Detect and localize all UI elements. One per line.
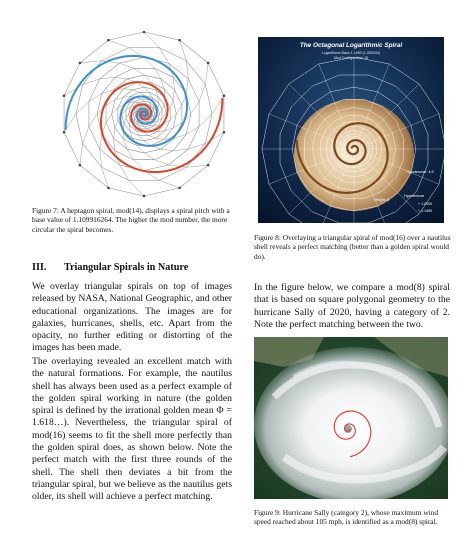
- polygon-connector: [134, 116, 135, 119]
- polygon-connector: [141, 99, 144, 101]
- polygon-connector: [115, 120, 118, 128]
- vertex-dot: [63, 131, 66, 134]
- vertex-dot: [223, 131, 226, 134]
- polygon-ring: [106, 75, 182, 153]
- figure-8-caption: Figure 8: Overlaying a triangular spiral of mod(16) over a nautilus shell reveals a perfect matching (better than a golden spiral would do).: [254, 233, 451, 261]
- polygon-connector: [199, 84, 205, 101]
- vertex-dot: [207, 164, 210, 167]
- polygon-connector: [134, 68, 144, 75]
- right-paragraph-1: In the figure below, we compare a mod(8) spiral that is based on square polygonal geometry to the hurricane Sally of 2020, having a category of 2. Note the perfect matching between the two.: [254, 282, 450, 330]
- vertex-dot: [79, 62, 82, 65]
- polygon-connector: [158, 102, 159, 107]
- polygon-connector: [159, 180, 179, 188]
- section-title: Triangular Spirals in Nature: [64, 262, 189, 273]
- polygon-connector: [173, 90, 174, 100]
- polygon-connector: [144, 153, 154, 160]
- polygon-connector: [124, 89, 133, 90]
- figure-7: [58, 28, 230, 200]
- polygon-connector: [126, 114, 129, 118]
- nautilus-spiral-image: [258, 37, 444, 223]
- polygon-connector: [186, 165, 208, 167]
- polygon-connector: [144, 32, 159, 48]
- polygon-connector: [153, 109, 154, 112]
- polygon-connector: [144, 127, 147, 129]
- label-height: Height: 6: [374, 198, 390, 202]
- polygon-connector: [150, 125, 154, 126]
- polygon-connector: [161, 149, 173, 151]
- polygon-connector: [154, 160, 168, 165]
- polygon-connector: [100, 134, 102, 149]
- polygon-connector: [173, 77, 174, 89]
- vertex-dot: [178, 187, 181, 190]
- polygon-connector: [170, 100, 173, 108]
- polygon-connector: [199, 114, 212, 127]
- polygon-connector: [139, 92, 144, 95]
- figure-9-caption: Figure 9: Hurricane Sally (category 2), whose maximum wind speed reached about 105 mph, is identified as a mod(8) spiral.: [254, 508, 439, 527]
- polygon-connector: [114, 138, 115, 150]
- section-number: III.: [32, 262, 47, 273]
- polygon-connector: [129, 180, 144, 196]
- polygon-connector: [156, 138, 165, 139]
- vertex-dot: [143, 31, 146, 34]
- polygon-connector: [80, 144, 83, 166]
- blue-spiral: [66, 56, 187, 146]
- polygon-connector: [176, 105, 182, 114]
- polygon-connector: [173, 149, 188, 150]
- polygon-connector: [83, 127, 89, 144]
- polygon-connector: [205, 63, 208, 85]
- label-hypotenuse-2: Hypotenuse: [404, 194, 425, 198]
- polygon-connector: [159, 110, 162, 114]
- polygon-connector: [89, 114, 97, 127]
- vertex-dot: [178, 39, 181, 42]
- polygon-connector: [149, 136, 156, 138]
- red-spiral: [101, 82, 222, 172]
- vertex-dot: [79, 164, 82, 167]
- vertex-dot: [143, 195, 146, 198]
- label-number-2: + 1.1490: [418, 209, 433, 213]
- polygon-ring: [89, 58, 199, 171]
- polygon-connector: [162, 104, 164, 110]
- polygon-connector: [144, 132, 149, 135]
- inset-title: The Octagonal Logarithmic Spiral: [299, 42, 403, 49]
- inset-subtitle-1: Logarithmic Base 1.1490 (1.090333): [321, 51, 381, 55]
- polygon-connector: [76, 101, 89, 114]
- figure-8: [258, 37, 444, 223]
- figure-7-caption: Figure 7: A heptagon spiral, mod(14), displays a spiral pitch with a base value of 1.109916264. The higher the mod number, the more circular the spiral becomes.: [32, 206, 230, 234]
- vertex-dot: [63, 94, 66, 97]
- label-number-1: + 1.0000: [418, 202, 433, 206]
- left-paragraph-2: The overlaying revealed an excellent match with the natural formations. For example, the nautilus shell has always been used as a perfect example of the golden spiral working in nature (the golden spiral is defined by the irrational golden mean Φ = 1.618…). Nevertheless, the triangular spiral of mod(16) seems to fit the shell more perfectly than the golden spiral does, as shown below. Note the perfect match with the first three rounds of the shell. The shell then deviates a bit from the triangular spiral, but we believe as the nautilus gets older, its shell will achieve a perfect matching.: [32, 356, 232, 503]
- polygon-connector: [108, 40, 128, 48]
- polygon-connector: [115, 77, 127, 79]
- polygon-connector: [132, 90, 139, 92]
- polygon-connector: [186, 61, 188, 79]
- polygon-connector: [100, 149, 102, 167]
- polygon-connector: [106, 114, 112, 123]
- polygon-connector: [186, 79, 188, 94]
- figure-9: [254, 337, 448, 499]
- polygon-connector: [114, 128, 115, 138]
- polygon-connector: [119, 63, 133, 68]
- polygon-connector: [191, 101, 199, 114]
- polygon-connector: [130, 121, 131, 126]
- polygon-connector: [134, 102, 138, 103]
- vertex-dot: [207, 62, 210, 65]
- polygon-connector: [100, 77, 115, 78]
- vertex-dot: [223, 94, 226, 97]
- heptagon-spiral-diagram: [58, 28, 230, 200]
- vertex-dot: [107, 187, 110, 190]
- hurricane-spiral-image: [254, 337, 448, 499]
- polygon-connector: [124, 118, 126, 124]
- vertex-dot: [107, 39, 110, 42]
- left-paragraph-1: We overlay triangular spirals on top of images released by NASA, National Geographic, and other educational organizations. The images are for galaxies, hurricanes, shells, etc. Apart from the opacity, no further editing or distorting of the images has been made.: [32, 281, 232, 354]
- polygon-connector: [140, 106, 142, 107]
- label-hypotenuse: Hypotenuse: 4.9: [406, 170, 434, 174]
- polygon-connector: [80, 61, 102, 63]
- polygon-connector: [146, 121, 148, 122]
- inset-subtitle-2: Mod Configuration 16: [333, 56, 369, 60]
